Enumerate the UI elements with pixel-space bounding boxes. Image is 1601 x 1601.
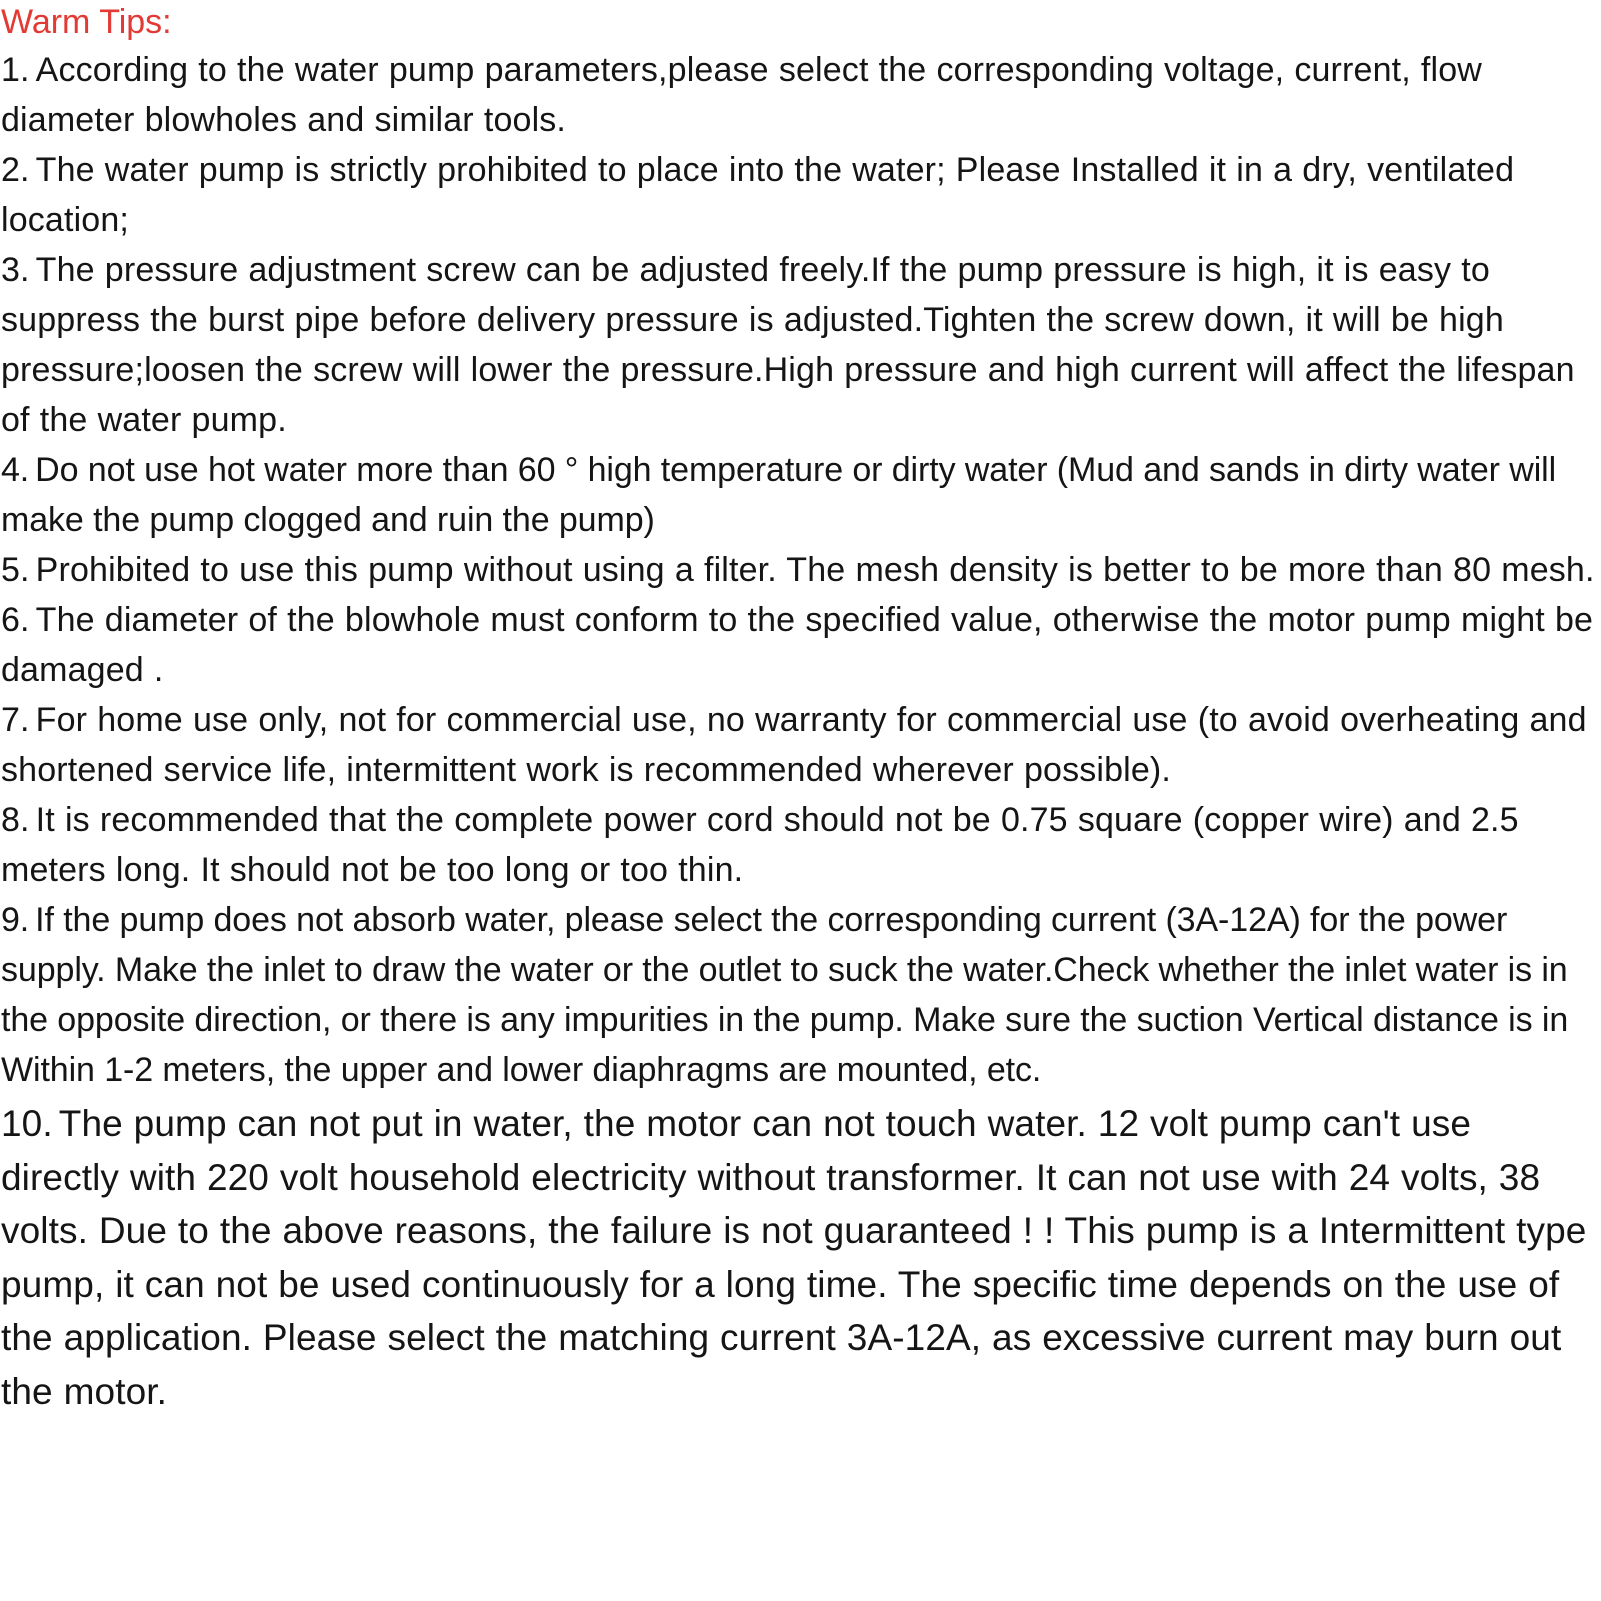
tip-text: Prohibited to use this pump without using a filter. The mesh density is better to be more than 80 mesh. [35, 551, 1595, 589]
tip-text: It is recommended that the complete power cord should not be 0.75 square (copper wire) and 2.5 meters long. It should not be too long or too thin. [1, 801, 1519, 889]
tip-number: 3. [1, 251, 30, 289]
tip-item-2 [1, 145, 1599, 245]
tip-text: If the pump does not absorb water, please select the corresponding current (3A-12A) for the power supply. Make the inlet to draw the water or the outlet to suck the water.Check whether the inlet water is in the opposite direction, or there is any impurities in the pump. Make sure the suction Vertical distance is in Within 1-2 meters, the upper and lower diaphragms are mounted, etc. [1, 901, 1569, 1089]
warm-tips-heading: Warm Tips: [1, 3, 172, 41]
tip-number: 4. [1, 451, 30, 489]
tip-number: 9. [1, 901, 30, 939]
tip-number: 6. [1, 601, 30, 639]
tip-item-1 [1, 45, 1599, 145]
tip-item-8 [1, 795, 1599, 895]
tip-text: The pump can not put in water, the motor can not touch water. 12 volt pump can't use directly with 220 volt household electricity without transformer. It can not use with 24 volts, 38 volts. Due to the above reasons, the failure is not guaranteed ! ! This pump is a Intermittent type pump, it can not be used continuously for a long time. The specific time depends on the use of the application. Please select the matching current 3A-12A, as excessive current may burn out the motor. [1, 1103, 1587, 1412]
tip-item-9 [1, 895, 1599, 1095]
tips-list [1, 45, 1599, 1418]
tip-item-4 [1, 445, 1599, 545]
tip-text: For home use only, not for commercial use, no warranty for commercial use (to avoid overheating and shortened service life, intermittent work is recommended wherever possible). [1, 701, 1587, 789]
tip-number: 8. [1, 801, 30, 839]
tip-item-7 [1, 695, 1599, 795]
tip-text: According to the water pump parameters,please select the corresponding voltage, current, flow diameter blowholes and similar tools. [1, 51, 1482, 139]
tip-text: The pressure adjustment screw can be adjusted freely.If the pump pressure is high, it is easy to suppress the burst pipe before delivery pressure is adjusted.Tighten the screw down, it will be high pressure;loosen the screw will lower the pressure.High pressure and high current will affect the lifespan of the water pump. [1, 251, 1575, 439]
tip-item-6 [1, 595, 1599, 695]
tip-text: Do not use hot water more than 60 ° high temperature or dirty water (Mud and sands in dirty water will make the pump clogged and ruin the pump) [1, 451, 1557, 539]
tip-text: The water pump is strictly prohibited to place into the water; Please Installed it in a dry, ventilated location; [1, 151, 1515, 239]
tip-number: 10. [1, 1103, 53, 1144]
tip-text: The diameter of the blowhole must conform to the specified value, otherwise the motor pump might be damaged . [1, 601, 1594, 689]
tip-number: 7. [1, 701, 30, 739]
tip-number: 5. [1, 551, 30, 589]
tip-number: 1. [1, 51, 30, 89]
tip-item-5 [1, 545, 1599, 595]
tip-item-3 [1, 245, 1599, 445]
tip-number: 2. [1, 151, 30, 189]
tip-item-10 [1, 1097, 1599, 1418]
